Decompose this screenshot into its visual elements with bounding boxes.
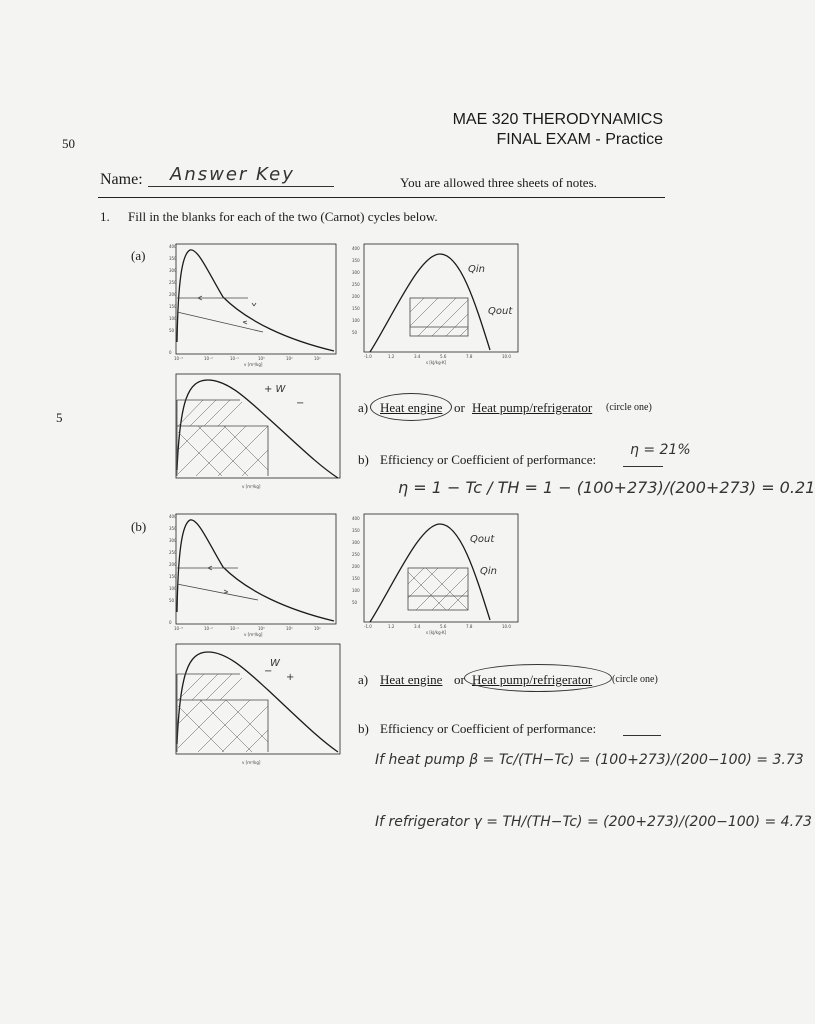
- svg-text:100: 100: [352, 318, 360, 323]
- part-b-ts-diagram: [350, 512, 524, 638]
- course-title: MAE 320 THERODYNAMICS: [452, 111, 663, 128]
- part-a-option-heat-pump: Heat pump/refrigerator: [472, 400, 593, 415]
- part-a-option-heat-engine: Heat engine: [380, 400, 443, 415]
- part-b-tv-diagram: [168, 512, 342, 638]
- name-value: Answer Key: [170, 164, 295, 185]
- part-b-option-heat-engine: Heat engine: [380, 672, 443, 687]
- svg-text:150: 150: [352, 576, 360, 581]
- svg-text:200: 200: [169, 292, 177, 297]
- svg-text:300: 300: [352, 540, 360, 545]
- svg-text:400: 400: [169, 244, 177, 249]
- svg-text:300: 300: [352, 270, 360, 275]
- svg-text:+: +: [286, 672, 295, 683]
- svg-text:250: 250: [169, 280, 177, 285]
- svg-text:v [m³/kg]: v [m³/kg]: [244, 362, 263, 367]
- svg-text:v [m³/kg]: v [m³/kg]: [242, 484, 261, 489]
- part-a-pv-diagram: [168, 370, 348, 490]
- svg-text:100: 100: [169, 586, 177, 591]
- svg-text:10⁰: 10⁰: [258, 356, 265, 361]
- svg-text:3.4: 3.4: [414, 624, 421, 629]
- name-underline: [148, 186, 334, 187]
- part-a-efficiency-label: Efficiency or Coefficient of performance:: [380, 452, 597, 467]
- part-b-work-refrigerator: If refrigerator γ = TH/(TH−Tc) = (200+273)/(200−100) = 4.73: [375, 814, 812, 830]
- svg-text:−: −: [296, 398, 305, 409]
- svg-text:10⁰: 10⁰: [258, 626, 265, 631]
- svg-text:400: 400: [352, 246, 360, 251]
- svg-text:W: W: [270, 658, 280, 669]
- svg-text:7.8: 7.8: [466, 354, 473, 359]
- part-b-efficiency-label: Efficiency or Coefficient of performance:: [380, 721, 597, 736]
- svg-text:1.2: 1.2: [388, 624, 395, 629]
- svg-text:350: 350: [169, 526, 177, 531]
- svg-text:10⁻¹: 10⁻¹: [230, 626, 239, 631]
- svg-text:350: 350: [352, 528, 360, 533]
- svg-text:7.8: 7.8: [466, 624, 473, 629]
- question-number: 1.: [100, 209, 110, 224]
- svg-text:10¹: 10¹: [286, 626, 293, 631]
- svg-text:50: 50: [169, 328, 175, 333]
- svg-text:Qout: Qout: [470, 534, 495, 545]
- part-b-label: (b): [131, 519, 147, 534]
- svg-text:50: 50: [169, 598, 175, 603]
- svg-text:300: 300: [169, 268, 177, 273]
- svg-text:Qout: Qout: [488, 306, 513, 317]
- part-b-pv-diagram: [168, 640, 348, 768]
- part-a-work: η = 1 − Tc / TH = 1 − (100+273)/(200+273) = 0.21: [398, 478, 815, 497]
- svg-text:250: 250: [169, 550, 177, 555]
- svg-text:300: 300: [169, 538, 177, 543]
- svg-text:0: 0: [169, 350, 172, 355]
- svg-text:Qin: Qin: [468, 264, 485, 275]
- name-label: Name:: [100, 171, 143, 188]
- svg-text:400: 400: [352, 516, 360, 521]
- svg-text:v [m³/kg]: v [m³/kg]: [244, 632, 263, 637]
- part-a-ts-diagram: [350, 242, 524, 368]
- svg-text:100: 100: [169, 316, 177, 321]
- question-text: Fill in the blanks for each of the two (Carnot) cycles below.: [128, 209, 438, 224]
- svg-text:200: 200: [169, 562, 177, 567]
- svg-text:200: 200: [352, 294, 360, 299]
- svg-text:10.0: 10.0: [502, 354, 511, 359]
- svg-text:50: 50: [352, 330, 358, 335]
- svg-text:0: 0: [169, 620, 172, 625]
- svg-text:v [m³/kg]: v [m³/kg]: [242, 760, 261, 765]
- svg-text:10.0: 10.0: [502, 624, 511, 629]
- svg-text:3.4: 3.4: [414, 354, 421, 359]
- svg-text:150: 150: [352, 306, 360, 311]
- svg-text:10⁻²: 10⁻²: [204, 356, 213, 361]
- part-b-work-heat-pump: If heat pump β = Tc/(TH−Tc) = (100+273)/(200−100) = 3.73: [375, 752, 804, 768]
- svg-text:10²: 10²: [314, 356, 321, 361]
- svg-text:250: 250: [352, 552, 360, 557]
- part-a-answer: η = 21%: [630, 442, 691, 458]
- part-b-efficiency-prefix: b): [358, 721, 369, 736]
- part-a-efficiency-prefix: b): [358, 452, 369, 467]
- part-a-circle-one: (circle one): [606, 402, 652, 413]
- svg-text:-1.0: -1.0: [364, 354, 372, 359]
- svg-text:10⁻²: 10⁻²: [204, 626, 213, 631]
- svg-text:5.6: 5.6: [440, 624, 447, 629]
- svg-text:350: 350: [352, 258, 360, 263]
- svg-text:−: −: [264, 666, 273, 677]
- svg-text:150: 150: [169, 304, 177, 309]
- svg-text:s [kJ/kg-K]: s [kJ/kg-K]: [426, 360, 447, 365]
- part-b-choice-prefix: a): [358, 672, 369, 687]
- svg-text:+ W: + W: [264, 384, 286, 395]
- svg-text:50: 50: [352, 600, 358, 605]
- svg-text:200: 200: [352, 564, 360, 569]
- svg-text:1.2: 1.2: [388, 354, 395, 359]
- svg-text:10⁻³: 10⁻³: [174, 626, 183, 631]
- svg-text:10¹: 10¹: [286, 356, 293, 361]
- svg-text:250: 250: [352, 282, 360, 287]
- exam-title: FINAL EXAM - Practice: [496, 131, 663, 148]
- notes-instruction: You are allowed three sheets of notes.: [400, 175, 597, 190]
- svg-text:400: 400: [169, 514, 177, 519]
- svg-text:5.6: 5.6: [440, 354, 447, 359]
- part-a-choice-prefix: a): [358, 400, 369, 415]
- part-b-answer-blank: [623, 735, 661, 736]
- svg-text:100: 100: [352, 588, 360, 593]
- svg-text:10⁻¹: 10⁻¹: [230, 356, 239, 361]
- part-a-or: or: [454, 400, 465, 415]
- part-a-answer-circle: [370, 393, 452, 421]
- part-b-answer-circle: [464, 664, 612, 692]
- part-a-tv-diagram: [168, 242, 342, 368]
- part-a-label: (a): [131, 248, 146, 263]
- page-number: 50: [62, 136, 75, 151]
- part-b-option-heat-pump: Heat pump/refrigerator: [472, 672, 593, 687]
- header-rule: [98, 197, 665, 198]
- svg-text:150: 150: [169, 574, 177, 579]
- part-b-or: or: [454, 672, 465, 687]
- svg-text:10⁻³: 10⁻³: [174, 356, 183, 361]
- part-b-circle-one: (circle one): [612, 674, 658, 685]
- svg-text:s [kJ/kg-K]: s [kJ/kg-K]: [426, 630, 447, 635]
- svg-text:10²: 10²: [314, 626, 321, 631]
- svg-text:Qin: Qin: [480, 566, 497, 577]
- part-a-margin-score: 5: [56, 410, 63, 425]
- part-a-answer-blank: [623, 466, 663, 467]
- svg-text:350: 350: [169, 256, 177, 261]
- svg-text:-1.0: -1.0: [364, 624, 372, 629]
